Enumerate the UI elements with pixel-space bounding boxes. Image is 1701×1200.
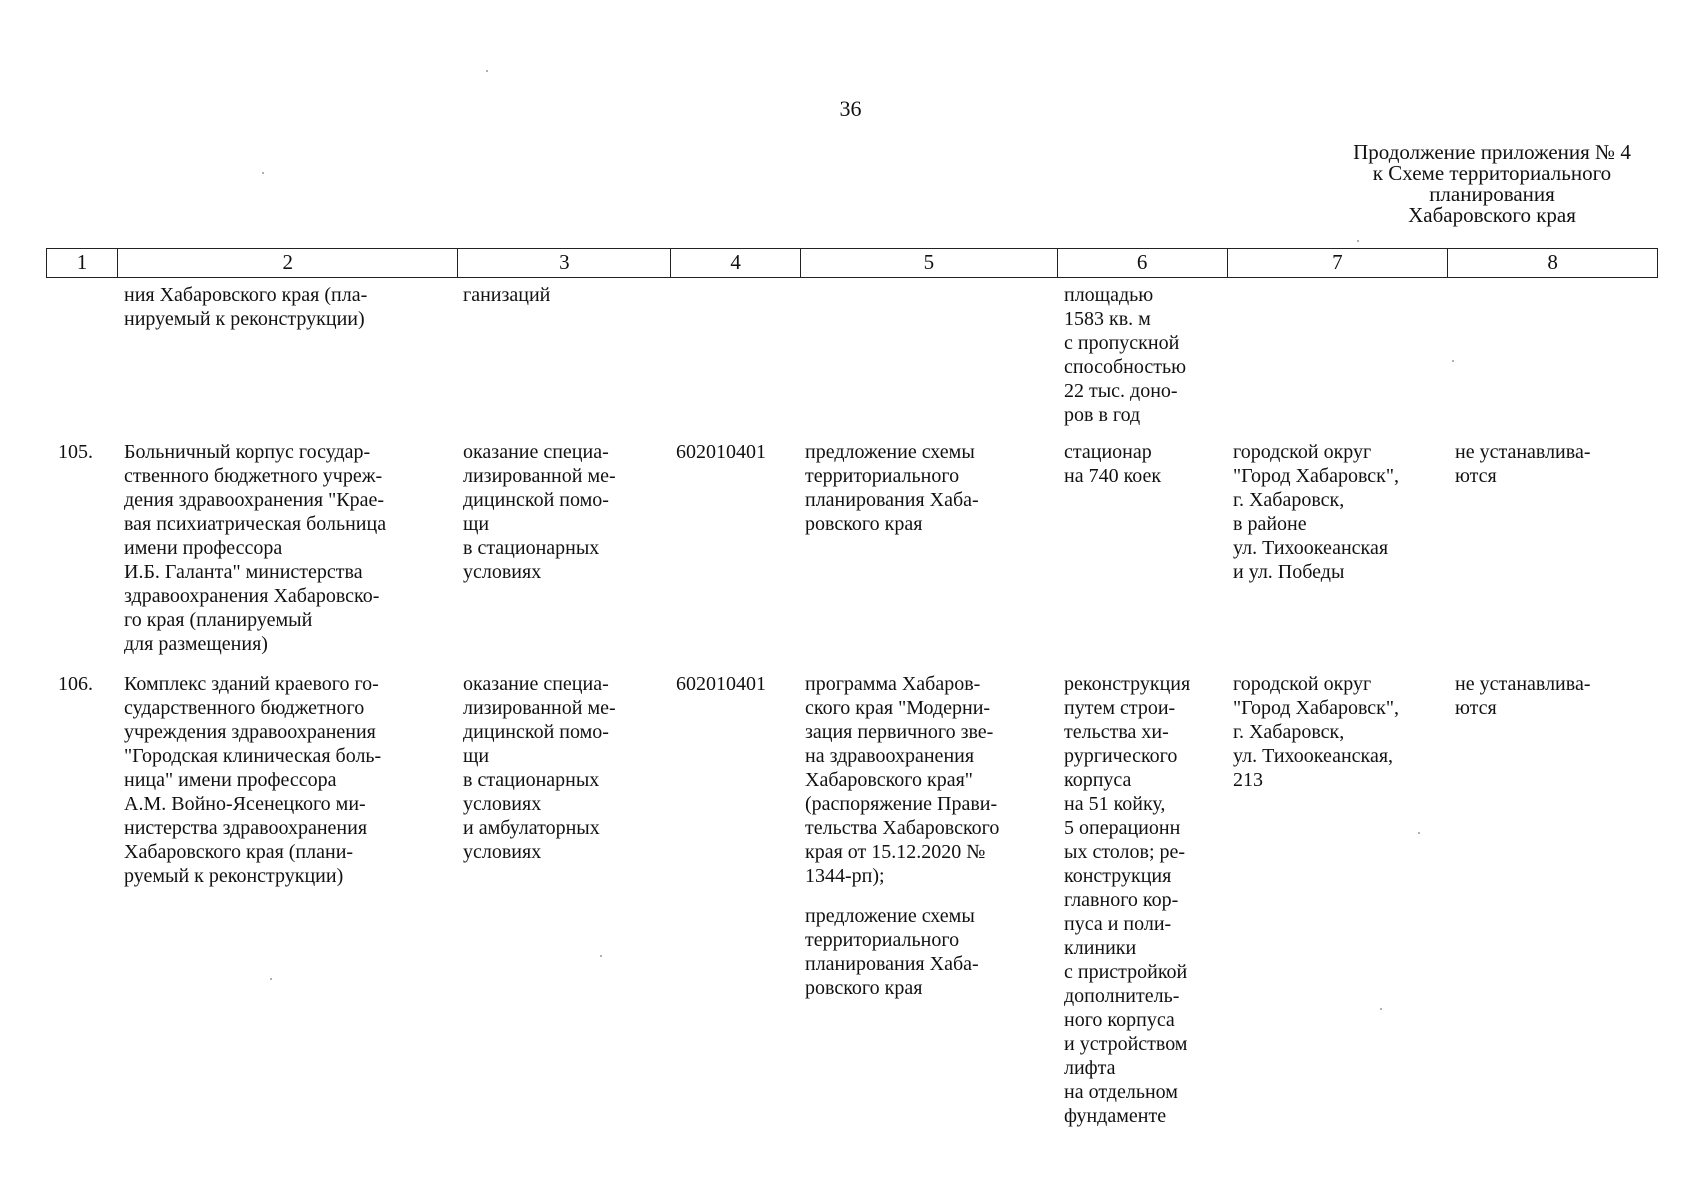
appendix-note-line: к Схеме территориального bbox=[1372, 161, 1612, 185]
continuation-cell-purpose: ганизаций bbox=[463, 284, 551, 306]
appendix-note-line: планирования bbox=[1429, 182, 1555, 206]
row-characteristics: реконструкция путем строи- тельства хи- рургического корпуса на 51 койку, 5 операционн ых столов; ре- конструкция главного кор- пуса и поли- клиники с пристройкой дополнитель- ного корпуса и устройством лифта на отдельном фундаменте bbox=[1064, 673, 1191, 1127]
row-basis-additional: предложение схемы территориального планирования Хаба- ровского края bbox=[805, 905, 979, 999]
scan-speck bbox=[1380, 1008, 1382, 1010]
header-cell-1: 1 bbox=[47, 249, 118, 277]
scan-speck bbox=[262, 172, 264, 174]
appendix-note-line: Продолжение приложения № 4 bbox=[1353, 140, 1631, 164]
row-zones: не устанавлива- ются bbox=[1455, 673, 1591, 719]
header-cell-5: 5 bbox=[801, 249, 1058, 277]
scan-speck bbox=[486, 70, 488, 72]
row-basis: программа Хабаров- ского края "Модерни- зация первичного зве- на здравоохранения Хабаровского края" (распоряжение Прави- тельства Хабаровского края от 15.12.2020 № 1344-рп); bbox=[805, 673, 1000, 887]
continuation-cell-name: ния Хабаровского края (пла- нируемый к реконструкции) bbox=[124, 284, 368, 330]
appendix-note-line: Хабаровского края bbox=[1408, 203, 1576, 227]
appendix-note bbox=[1318, 142, 1666, 226]
row-code: 602010401 bbox=[676, 673, 766, 695]
row-location: городской округ "Город Хабаровск", г. Хабаровск, ул. Тихоокеанская, 213 bbox=[1233, 673, 1400, 791]
row-number: 105. bbox=[58, 441, 93, 463]
row-basis: предложение схемы территориального планирования Хаба- ровского края bbox=[805, 441, 979, 535]
continuation-cell-characteristics: площадью 1583 кв. м с пропускной способностью 22 тыс. доно- ров в год bbox=[1064, 284, 1187, 426]
row-characteristics: стационар на 740 коек bbox=[1064, 441, 1162, 487]
row-object-name: Комплекс зданий краевого го- сударственного бюджетного учреждения здравоохранения "Городская клиническая боль- ница" имени профессора А.М. Войно-Ясенецкого ми- нистерства здравоохранения Хабаровского края (плани- руемый к реконструкции) bbox=[124, 673, 382, 887]
row-purpose: оказание специа- лизированной ме- дицинской помо- щи в стационарных условиях bbox=[463, 441, 616, 583]
row-number: 106. bbox=[58, 673, 93, 695]
header-cell-2: 2 bbox=[118, 249, 459, 277]
header-cell-7: 7 bbox=[1228, 249, 1449, 277]
row-zones: не устанавлива- ются bbox=[1455, 441, 1591, 487]
table-header-row bbox=[46, 248, 1658, 278]
row-code: 602010401 bbox=[676, 441, 766, 463]
row-purpose: оказание специа- лизированной ме- дицинской помо- щи в стационарных условиях и амбулаторных условиях bbox=[463, 673, 616, 863]
page-number: 36 bbox=[839, 96, 862, 121]
scan-speck bbox=[270, 978, 272, 980]
header-cell-3: 3 bbox=[458, 249, 671, 277]
scan-speck bbox=[1357, 240, 1359, 242]
scan-speck bbox=[1418, 832, 1420, 834]
header-cell-8: 8 bbox=[1547, 250, 1558, 274]
header-cell-4: 4 bbox=[671, 249, 801, 277]
row-location: городской округ "Город Хабаровск", г. Хабаровск, в районе ул. Тихоокеанская и ул. Победы bbox=[1233, 441, 1400, 583]
scan-speck bbox=[1452, 360, 1454, 362]
row-object-name: Больничный корпус государ- ственного бюджетного учреж- дения здравоохранения "Крае- вая психиатрическая больница имени профессора И.Б. Галанта" министерства здравоохранения Хабаровско- го края (планируемый для размещения) bbox=[124, 441, 387, 655]
scan-speck bbox=[600, 955, 602, 957]
header-cell-6: 6 bbox=[1058, 249, 1228, 277]
